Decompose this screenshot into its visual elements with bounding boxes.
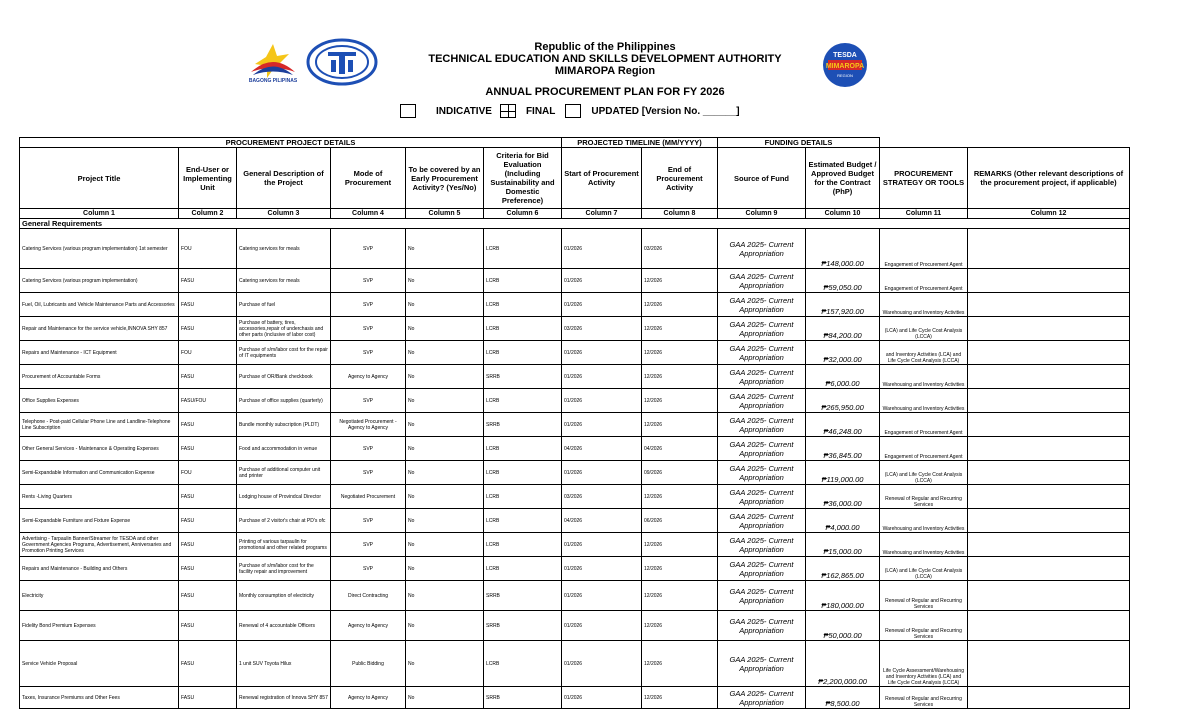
cell-criteria: LCRB xyxy=(484,269,562,293)
cell-budget: ₱46,248.00 xyxy=(806,413,880,437)
table-row xyxy=(20,317,1130,341)
table-row xyxy=(20,641,1130,687)
cell-strategy: (LCA) and Life Cycle Cost Analysis (LCCA) xyxy=(880,557,968,581)
cell-remarks xyxy=(968,437,1130,461)
column-number: Column 10 xyxy=(806,209,880,219)
cell-unit: FASU/FOU xyxy=(179,389,237,413)
cell-desc: Purchase of 2 visitor's chair at PD's ofc xyxy=(237,509,331,533)
cell-remarks xyxy=(968,365,1130,389)
cell-desc: Catering services for meals xyxy=(237,269,331,293)
cell-fund: GAA 2025- Current Appropriation xyxy=(718,641,806,687)
cell-start: 01/2026 xyxy=(562,341,642,365)
cell-criteria: SRRB xyxy=(484,687,562,709)
cell-title: Procurement of Accountable Forms xyxy=(20,365,179,389)
cell-strategy: Warehousing and Inventory Activities xyxy=(880,293,968,317)
cell-desc: Purchase of s/m/labor cost for the facility repair and improvement xyxy=(237,557,331,581)
cell-strategy: Renewal of Regular and Recurring Services xyxy=(880,485,968,509)
cell-early: No xyxy=(406,533,484,557)
cell-desc: Renewal of 4 accountable Officers xyxy=(237,611,331,641)
table-body xyxy=(20,229,1130,709)
column-number-row xyxy=(20,209,1130,219)
cell-early: No xyxy=(406,461,484,485)
mimaropa-logo-bottom: REGION xyxy=(837,73,853,78)
cell-strategy: Warehousing and Inventory Activities xyxy=(880,389,968,413)
cell-mode: SVP xyxy=(331,509,406,533)
cell-unit: FASU xyxy=(179,509,237,533)
cell-mode: Agency to Agency xyxy=(331,687,406,709)
table-row xyxy=(20,365,1130,389)
cell-budget: ₱119,000.00 xyxy=(806,461,880,485)
cell-start: 01/2026 xyxy=(562,533,642,557)
cell-title: Other General Services - Maintenance & Operating Expenses xyxy=(20,437,179,461)
cell-fund: GAA 2025- Current Appropriation xyxy=(718,317,806,341)
cell-remarks xyxy=(968,687,1130,709)
cell-unit: FASU xyxy=(179,269,237,293)
cell-strategy: (LCA) and Life Cycle Cost Analysis (LCCA) xyxy=(880,317,968,341)
table-row xyxy=(20,485,1130,509)
cell-strategy: Engagement of Procurement Agent xyxy=(880,269,968,293)
cell-title: Advertising - Tarpaulin Banner/Streamer for TESDA and other Government Agencies Programs, Advertisement, Anniversaries and Promotion Printing Services xyxy=(20,533,179,557)
cell-remarks xyxy=(968,485,1130,509)
plan-title: ANNUAL PROCUREMENT PLAN FOR FY 2026 xyxy=(485,86,725,98)
column-number: Column 8 xyxy=(642,209,718,219)
cell-unit: FASU xyxy=(179,533,237,557)
cell-mode: SVP xyxy=(331,341,406,365)
cell-strategy: Renewal of Regular and Recurring Services xyxy=(880,611,968,641)
cell-fund: GAA 2025- Current Appropriation xyxy=(718,229,806,269)
cell-title: Semi-Expandable Furniture and Fixture Expense xyxy=(20,509,179,533)
cell-start: 04/2026 xyxy=(562,509,642,533)
column-number: Column 4 xyxy=(331,209,406,219)
cell-early: No xyxy=(406,269,484,293)
cell-title: Office Supplies Expenses xyxy=(20,389,179,413)
cell-mode: SVP xyxy=(331,229,406,269)
cell-mode: Negotiated Procurement - Agency to Agency xyxy=(331,413,406,437)
table-row xyxy=(20,533,1130,557)
cell-start: 01/2026 xyxy=(562,293,642,317)
table-row xyxy=(20,557,1130,581)
group-label: General Requirements xyxy=(20,219,1130,229)
cell-fund: GAA 2025- Current Appropriation xyxy=(718,687,806,709)
cell-end: 12/2026 xyxy=(642,413,718,437)
column-header: Start of Procurement Activity xyxy=(562,148,642,209)
table-row xyxy=(20,437,1130,461)
cell-title: Repairs and Maintenance - Building and Others xyxy=(20,557,179,581)
final-label: FINAL xyxy=(525,105,556,117)
updated-label: UPDATED [Version No. ______] xyxy=(591,105,740,117)
cell-mode: SVP xyxy=(331,461,406,485)
cell-criteria: SRRB xyxy=(484,413,562,437)
column-header-row xyxy=(20,148,1130,209)
cell-unit: FASU xyxy=(179,581,237,611)
cell-end: 12/2026 xyxy=(642,317,718,341)
cell-criteria: LCRB xyxy=(484,341,562,365)
column-header: REMARKS (Other relevant descriptions of the procurement project, if applicable) xyxy=(968,148,1130,209)
cell-mode: SVP xyxy=(331,269,406,293)
column-header: Estimated Budget / Approved Budget for the Contract (PhP) xyxy=(806,148,880,209)
cell-early: No xyxy=(406,437,484,461)
cell-mode: SVP xyxy=(331,557,406,581)
cell-budget: ₱4,000.00 xyxy=(806,509,880,533)
cell-strategy: and Inventory Activities (LCA) and Life Cycle Cost Analysis (LCCA) xyxy=(880,341,968,365)
tesda-seal-logo xyxy=(305,38,379,86)
cell-early: No xyxy=(406,365,484,389)
cell-fund: GAA 2025- Current Appropriation xyxy=(718,341,806,365)
procurement-plan-table xyxy=(19,137,1130,709)
cell-criteria: SRRB xyxy=(484,365,562,389)
cell-strategy: Renewal of Regular and Recurring Services xyxy=(880,687,968,709)
cell-title: Fidelity Bond Premium Expenses xyxy=(20,611,179,641)
cell-budget: ₱2,200,000.00 xyxy=(806,641,880,687)
cell-end: 12/2026 xyxy=(642,641,718,687)
cell-remarks xyxy=(968,293,1130,317)
cell-fund: GAA 2025- Current Appropriation xyxy=(718,269,806,293)
cell-title: Repairs and Maintenance - ICT Equipment xyxy=(20,341,179,365)
region-name: MIMAROPA Region xyxy=(554,65,656,77)
column-header: End-User or Implementing Unit xyxy=(179,148,237,209)
column-header: End of Procurement Activity xyxy=(642,148,718,209)
cell-title: Taxes, Insurance Premiums and Other Fees xyxy=(20,687,179,709)
cell-criteria: SRRB xyxy=(484,581,562,611)
cell-strategy: Renewal of Regular and Recurring Services xyxy=(880,581,968,611)
cell-unit: FASU xyxy=(179,365,237,389)
column-number: Column 3 xyxy=(237,209,331,219)
column-number: Column 12 xyxy=(968,209,1130,219)
cell-remarks xyxy=(968,317,1130,341)
cell-mode: Direct Contracting xyxy=(331,581,406,611)
cell-desc: Printing of various tarpaulin for promotional and other related programs xyxy=(237,533,331,557)
cell-title: Telephone - Post-paid Cellular Phone Line and Landline-Telephone Line Subscription xyxy=(20,413,179,437)
cell-strategy: Warehousing and Inventory Activities xyxy=(880,365,968,389)
cell-budget: ₱36,000.00 xyxy=(806,485,880,509)
cell-criteria: LCRB xyxy=(484,509,562,533)
cell-start: 03/2026 xyxy=(562,317,642,341)
cell-title: Semi-Expandable Information and Communication Expense xyxy=(20,461,179,485)
cell-end: 12/2026 xyxy=(642,485,718,509)
column-number: Column 9 xyxy=(718,209,806,219)
column-header: Project Title xyxy=(20,148,179,209)
cell-criteria: LCRB xyxy=(484,485,562,509)
table-row xyxy=(20,509,1130,533)
document-header xyxy=(0,0,1185,135)
table-row xyxy=(20,413,1130,437)
cell-fund: GAA 2025- Current Appropriation xyxy=(718,509,806,533)
cell-criteria: LCRB xyxy=(484,389,562,413)
cell-unit: FASU xyxy=(179,641,237,687)
cell-early: No xyxy=(406,687,484,709)
cell-early: No xyxy=(406,229,484,269)
cell-strategy: Engagement of Procurement Agent xyxy=(880,413,968,437)
cell-criteria: LCRB xyxy=(484,641,562,687)
cell-desc: Catering services for meals xyxy=(237,229,331,269)
cell-desc: Food and accommodation in venue xyxy=(237,437,331,461)
table-row xyxy=(20,581,1130,611)
cell-remarks xyxy=(968,269,1130,293)
plan-type-options xyxy=(400,102,740,120)
cell-desc: Purchase of OR/Bank checkbook xyxy=(237,365,331,389)
cell-early: No xyxy=(406,557,484,581)
table-row xyxy=(20,389,1130,413)
column-header: To be covered by an Early Procurement Activity? (Yes/No) xyxy=(406,148,484,209)
cell-end: 12/2026 xyxy=(642,341,718,365)
cell-start: 01/2026 xyxy=(562,269,642,293)
cell-criteria: LCRB xyxy=(484,533,562,557)
cell-start: 01/2026 xyxy=(562,389,642,413)
cell-desc: Lodging house of Provindcal Director xyxy=(237,485,331,509)
cell-strategy: Engagement of Procurement Agent xyxy=(880,229,968,269)
cell-start: 01/2026 xyxy=(562,413,642,437)
cell-strategy: Engagement of Procurement Agent xyxy=(880,437,968,461)
cell-remarks xyxy=(968,413,1130,437)
cell-fund: GAA 2025- Current Appropriation xyxy=(718,461,806,485)
table-row xyxy=(20,229,1130,269)
column-header: Source of Fund xyxy=(718,148,806,209)
cell-mode: Agency to Agency xyxy=(331,611,406,641)
cell-criteria: LCRB xyxy=(484,437,562,461)
indicative-label: INDICATIVE xyxy=(436,105,492,117)
column-header: Mode of Procurement xyxy=(331,148,406,209)
cell-criteria: LCRB xyxy=(484,461,562,485)
cell-criteria: LCRB xyxy=(484,557,562,581)
mimaropa-logo-top: TESDA xyxy=(833,52,857,59)
bagong-pilipinas-logo xyxy=(243,42,303,84)
cell-title: Electricity xyxy=(20,581,179,611)
cell-start: 01/2026 xyxy=(562,687,642,709)
column-number: Column 6 xyxy=(484,209,562,219)
cell-desc: Bundle monthly subscription (PLDT) xyxy=(237,413,331,437)
cell-budget: ₱180,000.00 xyxy=(806,581,880,611)
cell-budget: ₱36,845.00 xyxy=(806,437,880,461)
cell-early: No xyxy=(406,581,484,611)
cell-start: 03/2026 xyxy=(562,485,642,509)
cell-fund: GAA 2025- Current Appropriation xyxy=(718,293,806,317)
cell-remarks xyxy=(968,389,1130,413)
column-header: PROCUREMENT STRATEGY OR TOOLS xyxy=(880,148,968,209)
cell-unit: FASU xyxy=(179,611,237,641)
table-row xyxy=(20,341,1130,365)
cell-unit: FASU xyxy=(179,485,237,509)
cell-fund: GAA 2025- Current Appropriation xyxy=(718,533,806,557)
cell-end: 12/2026 xyxy=(642,611,718,641)
cell-early: No xyxy=(406,641,484,687)
column-number: Column 7 xyxy=(562,209,642,219)
cell-desc: Purchase of fuel xyxy=(237,293,331,317)
updated-checkbox[interactable] xyxy=(565,104,581,118)
agency-name: TECHNICAL EDUCATION AND SKILLS DEVELOPMENT AUTHORITY xyxy=(428,53,782,65)
cell-remarks xyxy=(968,229,1130,269)
cell-remarks xyxy=(968,641,1130,687)
cell-remarks xyxy=(968,581,1130,611)
cell-title: Fuel, Oil, Lubricants and Vehicle Maintenance Parts and Accessories xyxy=(20,293,179,317)
table-row xyxy=(20,461,1130,485)
cell-criteria: LCRB xyxy=(484,229,562,269)
cell-remarks xyxy=(968,557,1130,581)
indicative-checkbox[interactable] xyxy=(400,104,416,118)
cell-desc: Purchase of s/m/labor cost for the repair of IT equipments xyxy=(237,341,331,365)
cell-fund: GAA 2025- Current Appropriation xyxy=(718,485,806,509)
cell-unit: FOU xyxy=(179,229,237,269)
cell-start: 04/2026 xyxy=(562,437,642,461)
cell-budget: ₱59,050.00 xyxy=(806,269,880,293)
cell-early: No xyxy=(406,611,484,641)
column-header: Criteria for Bid Evaluation (Including Sustainability and Domestic Preference) xyxy=(484,148,562,209)
cell-fund: GAA 2025- Current Appropriation xyxy=(718,413,806,437)
cell-end: 06/2026 xyxy=(642,509,718,533)
cell-criteria: LCRB xyxy=(484,293,562,317)
section-blank xyxy=(880,138,1130,148)
cell-end: 12/2026 xyxy=(642,533,718,557)
cell-unit: FASU xyxy=(179,413,237,437)
cell-start: 01/2026 xyxy=(562,365,642,389)
cell-unit: FASU xyxy=(179,293,237,317)
cell-mode: SVP xyxy=(331,437,406,461)
cell-title: Catering Services (various program implementation) 1st semester xyxy=(20,229,179,269)
cell-remarks xyxy=(968,461,1130,485)
table-row xyxy=(20,687,1130,709)
column-number: Column 5 xyxy=(406,209,484,219)
cell-remarks xyxy=(968,533,1130,557)
cell-remarks xyxy=(968,509,1130,533)
column-number: Column 1 xyxy=(20,209,179,219)
cell-mode: SVP xyxy=(331,293,406,317)
cell-fund: GAA 2025- Current Appropriation xyxy=(718,611,806,641)
cell-mode: Negotiated Procurement xyxy=(331,485,406,509)
cell-end: 12/2026 xyxy=(642,687,718,709)
cell-early: No xyxy=(406,389,484,413)
cell-strategy: Warehousing and Inventory Activities xyxy=(880,533,968,557)
cell-desc: Purchase of battery, tires, accessories,repair of underchasis and other parts (inclusive of labor cost) xyxy=(237,317,331,341)
cell-early: No xyxy=(406,341,484,365)
cell-unit: FASU xyxy=(179,687,237,709)
cell-mode: Public Bidding xyxy=(331,641,406,687)
cell-end: 04/2026 xyxy=(642,437,718,461)
cell-fund: GAA 2025- Current Appropriation xyxy=(718,581,806,611)
cell-budget: ₱84,200.00 xyxy=(806,317,880,341)
cell-end: 12/2026 xyxy=(642,365,718,389)
cell-mode: Agency to Agency xyxy=(331,365,406,389)
cell-start: 01/2026 xyxy=(562,641,642,687)
cell-end: 12/2026 xyxy=(642,581,718,611)
cell-title: Service Vehicle Proposal xyxy=(20,641,179,687)
section-funding: FUNDING DETAILS xyxy=(718,138,880,148)
cell-unit: FASU xyxy=(179,317,237,341)
section-header-row xyxy=(20,138,1130,148)
cell-start: 01/2026 xyxy=(562,461,642,485)
cell-title: Rents -Living Quarters xyxy=(20,485,179,509)
table-row xyxy=(20,611,1130,641)
cell-start: 01/2026 xyxy=(562,229,642,269)
cell-early: No xyxy=(406,317,484,341)
cell-fund: GAA 2025- Current Appropriation xyxy=(718,557,806,581)
column-header: General Description of the Project xyxy=(237,148,331,209)
cell-budget: ₱148,000.00 xyxy=(806,229,880,269)
cell-budget: ₱32,000.00 xyxy=(806,341,880,365)
cell-desc: 1 unit SUV Toyota Hilux xyxy=(237,641,331,687)
cell-budget: ₱15,000.00 xyxy=(806,533,880,557)
cell-criteria: LCRB xyxy=(484,317,562,341)
cell-mode: SVP xyxy=(331,389,406,413)
cell-start: 01/2026 xyxy=(562,557,642,581)
cell-end: 03/2026 xyxy=(642,229,718,269)
cell-title: Catering Services (various program implementation) xyxy=(20,269,179,293)
cell-budget: ₱8,500.00 xyxy=(806,687,880,709)
cell-criteria: SRRB xyxy=(484,611,562,641)
cell-desc: Monthly consumption of electricity xyxy=(237,581,331,611)
cell-unit: FOU xyxy=(179,341,237,365)
cell-start: 01/2026 xyxy=(562,611,642,641)
cell-strategy: (LCA) and Life Cycle Cost Analysis (LCCA) xyxy=(880,461,968,485)
mimaropa-logo-mid: MIMAROPA xyxy=(825,63,865,70)
cell-early: No xyxy=(406,293,484,317)
cell-remarks xyxy=(968,611,1130,641)
final-checkbox[interactable] xyxy=(500,104,516,118)
cell-unit: FASU xyxy=(179,437,237,461)
cell-budget: ₱162,865.00 xyxy=(806,557,880,581)
cell-budget: ₱50,000.00 xyxy=(806,611,880,641)
cell-mode: SVP xyxy=(331,533,406,557)
cell-fund: GAA 2025- Current Appropriation xyxy=(718,365,806,389)
cell-desc: Renewal registration of Innova SHY 857 xyxy=(237,687,331,709)
cell-unit: FASU xyxy=(179,557,237,581)
cell-budget: ₱157,920.00 xyxy=(806,293,880,317)
cell-fund: GAA 2025- Current Appropriation xyxy=(718,389,806,413)
cell-end: 12/2026 xyxy=(642,269,718,293)
cell-desc: Purchase of additional computer unit and printer xyxy=(237,461,331,485)
cell-unit: FOU xyxy=(179,461,237,485)
republic-label: Republic of the Philippines xyxy=(534,41,676,53)
cell-end: 09/2026 xyxy=(642,461,718,485)
section-project-details: PROCUREMENT PROJECT DETAILS xyxy=(20,138,562,148)
section-timeline: PROJECTED TIMELINE (MM/YYYY) xyxy=(562,138,718,148)
table-row xyxy=(20,293,1130,317)
cell-end: 12/2026 xyxy=(642,293,718,317)
cell-remarks xyxy=(968,341,1130,365)
cell-desc: Purchase of office supplies (quarterly) xyxy=(237,389,331,413)
cell-end: 12/2026 xyxy=(642,557,718,581)
cell-mode: SVP xyxy=(331,317,406,341)
cell-start: 01/2026 xyxy=(562,581,642,611)
group-row xyxy=(20,219,1130,229)
cell-title: Repair and Maintenance for the service vehicle,INNOVA SHY 857 xyxy=(20,317,179,341)
column-number: Column 2 xyxy=(179,209,237,219)
cell-fund: GAA 2025- Current Appropriation xyxy=(718,437,806,461)
column-number: Column 11 xyxy=(880,209,968,219)
cell-early: No xyxy=(406,413,484,437)
table-row xyxy=(20,269,1130,293)
cell-end: 12/2026 xyxy=(642,389,718,413)
cell-early: No xyxy=(406,485,484,509)
cell-early: No xyxy=(406,509,484,533)
ph-logo-text: BAGONG PILIPINAS xyxy=(248,78,298,84)
cell-strategy: Life Cycle Assessment/Warehousing and Inventory Activities (LCA) and Life Cycle Cost Analysis (LCCA) xyxy=(880,641,968,687)
cell-budget: ₱265,950.00 xyxy=(806,389,880,413)
cell-budget: ₱6,000.00 xyxy=(806,365,880,389)
cell-strategy: Warehousing and Inventory Activities xyxy=(880,509,968,533)
